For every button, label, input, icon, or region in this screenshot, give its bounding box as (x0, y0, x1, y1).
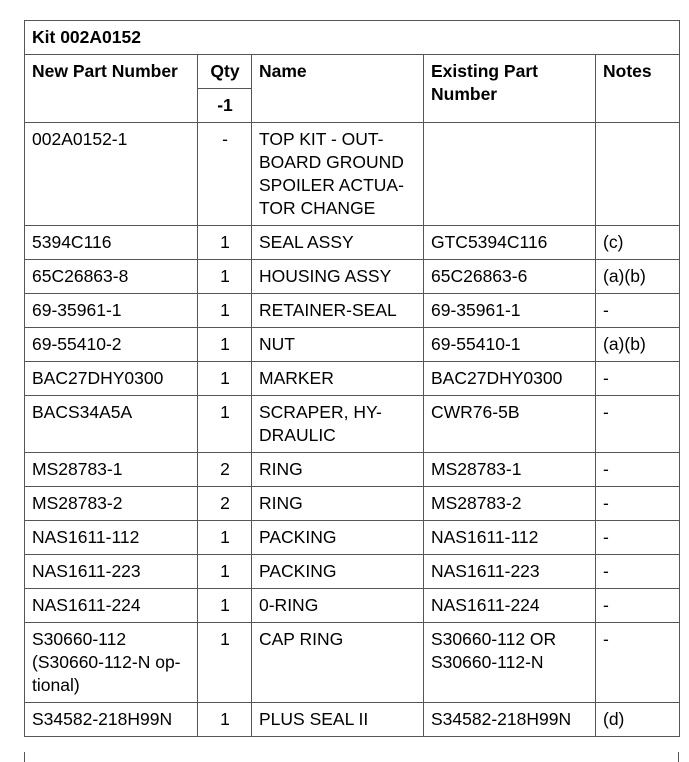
cell-name: PLUS SEAL II (252, 703, 424, 737)
cell-qty: 1 (198, 703, 252, 737)
cell-qty: 1 (198, 396, 252, 453)
cell-notes: (c) (596, 226, 680, 260)
table-row (25, 521, 680, 555)
cell-part: BAC27DHY0300 (25, 362, 198, 396)
cell-notes: - (596, 362, 680, 396)
cell-existing: GTC5394C116 (424, 226, 596, 260)
table-row (25, 396, 680, 453)
cell-notes: - (596, 555, 680, 589)
cell-name: 0-RING (252, 589, 424, 623)
cell-existing: S34582-218H99N (424, 703, 596, 737)
cell-existing: MS28783-2 (424, 487, 596, 521)
cell-qty: - (198, 123, 252, 226)
cell-part: MS28783-1 (25, 453, 198, 487)
header-qty: Qty (198, 55, 252, 89)
table-row (25, 703, 680, 737)
cell-name: HOUSING ASSY (252, 260, 424, 294)
header-qty-sub: -1 (198, 89, 252, 123)
cell-part: NAS1611-223 (25, 555, 198, 589)
cell-existing: S30660-112 OR S30660-112-N (424, 623, 596, 703)
cell-qty: 1 (198, 589, 252, 623)
cell-qty: 1 (198, 260, 252, 294)
cell-name: NUT (252, 328, 424, 362)
table-row (25, 589, 680, 623)
cell-notes: - (596, 623, 680, 703)
cell-qty: 1 (198, 521, 252, 555)
cell-name: PACKING (252, 555, 424, 589)
header-notes: Notes (596, 55, 680, 123)
header-new-part-number: New Part Number (25, 55, 198, 123)
cell-existing: 65C26863-6 (424, 260, 596, 294)
cell-notes: - (596, 453, 680, 487)
cell-name: RETAINER-SEAL (252, 294, 424, 328)
cell-notes: - (596, 487, 680, 521)
cell-name: RING (252, 453, 424, 487)
header-existing-part-number: Existing Part Number (424, 55, 596, 123)
cell-notes: (a)(b) (596, 260, 680, 294)
cell-existing: NAS1611-112 (424, 521, 596, 555)
table-row (25, 623, 680, 703)
cell-notes: - (596, 396, 680, 453)
cell-name: TOP KIT - OUT- BOARD GROUND SPOILER ACTUA- TOR CHANGE (252, 123, 424, 226)
cell-existing: BAC27DHY0300 (424, 362, 596, 396)
cell-part: 5394C116 (25, 226, 198, 260)
cell-qty: 1 (198, 555, 252, 589)
cell-existing (424, 123, 596, 226)
cell-part: 65C26863-8 (25, 260, 198, 294)
table-row (25, 487, 680, 521)
table-row (25, 294, 680, 328)
table-row (25, 226, 680, 260)
table-row (25, 123, 680, 226)
cell-qty: 2 (198, 453, 252, 487)
table-row (25, 260, 680, 294)
cell-notes: - (596, 294, 680, 328)
cell-notes: - (596, 589, 680, 623)
cell-notes: (d) (596, 703, 680, 737)
cell-qty: 1 (198, 623, 252, 703)
cell-existing: CWR76-5B (424, 396, 596, 453)
kit-title: Kit 002A0152 (25, 21, 680, 55)
header-name: Name (252, 55, 424, 123)
cell-qty: 2 (198, 487, 252, 521)
cell-qty: 1 (198, 328, 252, 362)
cell-existing: MS28783-1 (424, 453, 596, 487)
cell-part: NAS1611-112 (25, 521, 198, 555)
cell-name: MARKER (252, 362, 424, 396)
cell-existing: 69-55410-1 (424, 328, 596, 362)
kit-parts-table (24, 20, 680, 737)
cell-part: MS28783-2 (25, 487, 198, 521)
cell-qty: 1 (198, 226, 252, 260)
cell-part: 69-55410-2 (25, 328, 198, 362)
table-row (25, 453, 680, 487)
cell-part: S30660-112 (S30660-112-N op- tional) (25, 623, 198, 703)
table-row (25, 362, 680, 396)
cell-qty: 1 (198, 294, 252, 328)
cell-existing: NAS1611-224 (424, 589, 596, 623)
table-row (25, 328, 680, 362)
cell-qty: 1 (198, 362, 252, 396)
cell-name: PACKING (252, 521, 424, 555)
table-body (25, 123, 680, 737)
cell-part: NAS1611-224 (25, 589, 198, 623)
cell-existing: 69-35961-1 (424, 294, 596, 328)
cell-notes (596, 123, 680, 226)
cell-name: CAP RING (252, 623, 424, 703)
cell-name: RING (252, 487, 424, 521)
table-row (25, 555, 680, 589)
cell-part: 002A0152-1 (25, 123, 198, 226)
cell-notes: (a)(b) (596, 328, 680, 362)
cell-notes: - (596, 521, 680, 555)
cell-existing: NAS1611-223 (424, 555, 596, 589)
cell-name: SCRAPER, HY- DRAULIC (252, 396, 424, 453)
cell-part: BACS34A5A (25, 396, 198, 453)
cell-part: S34582-218H99N (25, 703, 198, 737)
cell-name: SEAL ASSY (252, 226, 424, 260)
cell-part: 69-35961-1 (25, 294, 198, 328)
table-continuation-border (24, 752, 679, 762)
